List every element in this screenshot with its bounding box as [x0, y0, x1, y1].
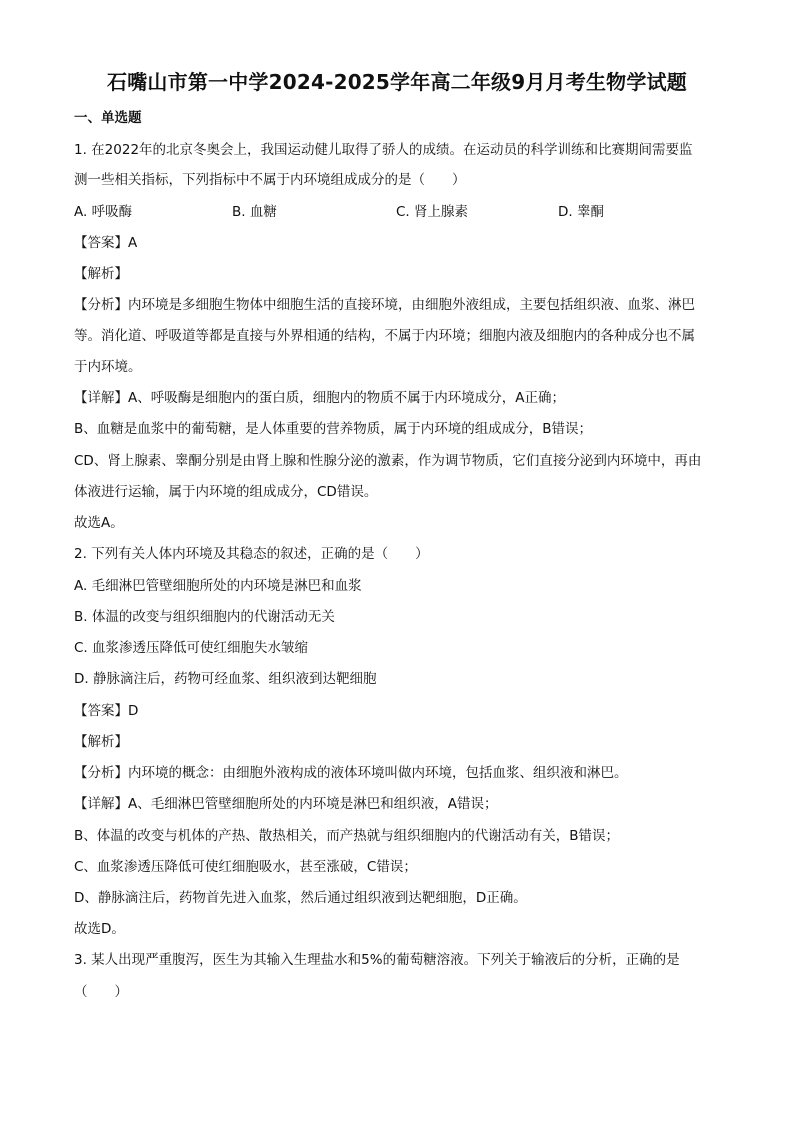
q1-option-a: A. 呼吸酶 — [74, 204, 133, 220]
section-heading: 一、单选题 — [74, 110, 142, 126]
q1-analysis-line: 【分析】内环境是多细胞生物体中细胞生活的直接环境，由细胞外液组成，主要包括组织液、血浆、淋巴 — [74, 297, 695, 313]
q2-detail-line: 【详解】A、毛细淋巴管壁细胞所处的内环境是淋巴和组织液，A错误； — [74, 796, 498, 812]
q3-stem-line: 3. 某人出现严重腹泻，医生为其输入生理盐水和5%的葡萄糖溶液。下列关于输液后的分析，正确的是 — [74, 952, 680, 968]
q2-conclusion: 故选D。 — [74, 921, 125, 937]
q2-detail-line: C、血浆渗透压降低可使红细胞吸水，甚至涨破，C错误； — [74, 859, 417, 875]
q1-analysis-line: 于内环境。 — [74, 359, 142, 375]
q1-detail-line: CD、肾上腺素、睾酮分别是由肾上腺和性腺分泌的激素，作为调节物质，它们直接分泌到内环境中，再由 — [74, 453, 702, 469]
q1-stem-line: 1. 在2022年的北京冬奥会上，我国运动健儿取得了骄人的成绩。在运动员的科学训练和比赛期间需要监 — [74, 142, 693, 158]
q2-option-c: C. 血浆渗透压降低可使红细胞失水皱缩 — [74, 640, 309, 656]
q1-conclusion: 故选A。 — [74, 515, 124, 531]
q2-detail-line: B、体温的改变与机体的产热、散热相关，而产热就与组织细胞内的代谢活动有关，B错误； — [74, 828, 620, 844]
q1-analysis-line: 等。消化道、呼吸道等都是直接与外界相通的结构，不属于内环境；细胞内液及细胞内的各种成分也不属 — [74, 328, 695, 344]
q2-option-d: D. 静脉滴注后，药物可经血浆、组织液到达靶细胞 — [74, 671, 377, 687]
q2-option-a: A. 毛细淋巴管壁细胞所处的内环境是淋巴和血浆 — [74, 578, 362, 594]
q1-jiexi-heading: 【解析】 — [74, 266, 128, 282]
q1-detail-line: 【详解】A、呼吸酶是细胞内的蛋白质，细胞内的物质不属于内环境成分，A正确； — [74, 390, 565, 406]
q2-stem: 2. 下列有关人体内环境及其稳态的叙述，正确的是（ ） — [74, 546, 429, 562]
q1-detail-line: 体液进行运输，属于内环境的组成成分，CD错误。 — [74, 484, 378, 500]
q1-option-d: D. 睾酮 — [558, 204, 604, 220]
q1-detail-line: B、血糖是血浆中的葡萄糖，是人体重要的营养物质，属于内环境的组成成分，B错误； — [74, 421, 593, 437]
q3-stem-line: （ ） — [74, 984, 128, 1000]
q2-detail-line: D、静脉滴注后，药物首先进入血浆，然后通过组织液到达靶细胞，D正确。 — [74, 890, 527, 906]
page-title: 石嘴山市第一中学2024-2025学年高二年级9月月考生物学试题 — [107, 70, 687, 94]
q2-option-b: B. 体温的改变与组织细胞内的代谢活动无关 — [74, 609, 335, 625]
q2-jiexi-heading: 【解析】 — [74, 734, 128, 750]
q1-option-b: B. 血糖 — [232, 204, 277, 220]
q2-answer: 【答案】D — [74, 703, 139, 719]
q1-stem-line: 测一些相关指标，下列指标中不属于内环境组成成分的是（ ） — [74, 172, 466, 188]
q1-option-c: C. 肾上腺素 — [396, 204, 469, 220]
q1-answer: 【答案】A — [74, 235, 138, 251]
q2-analysis: 【分析】内环境的概念：由细胞外液构成的液体环境叫做内环境，包括血浆、组织液和淋巴。 — [74, 765, 628, 781]
